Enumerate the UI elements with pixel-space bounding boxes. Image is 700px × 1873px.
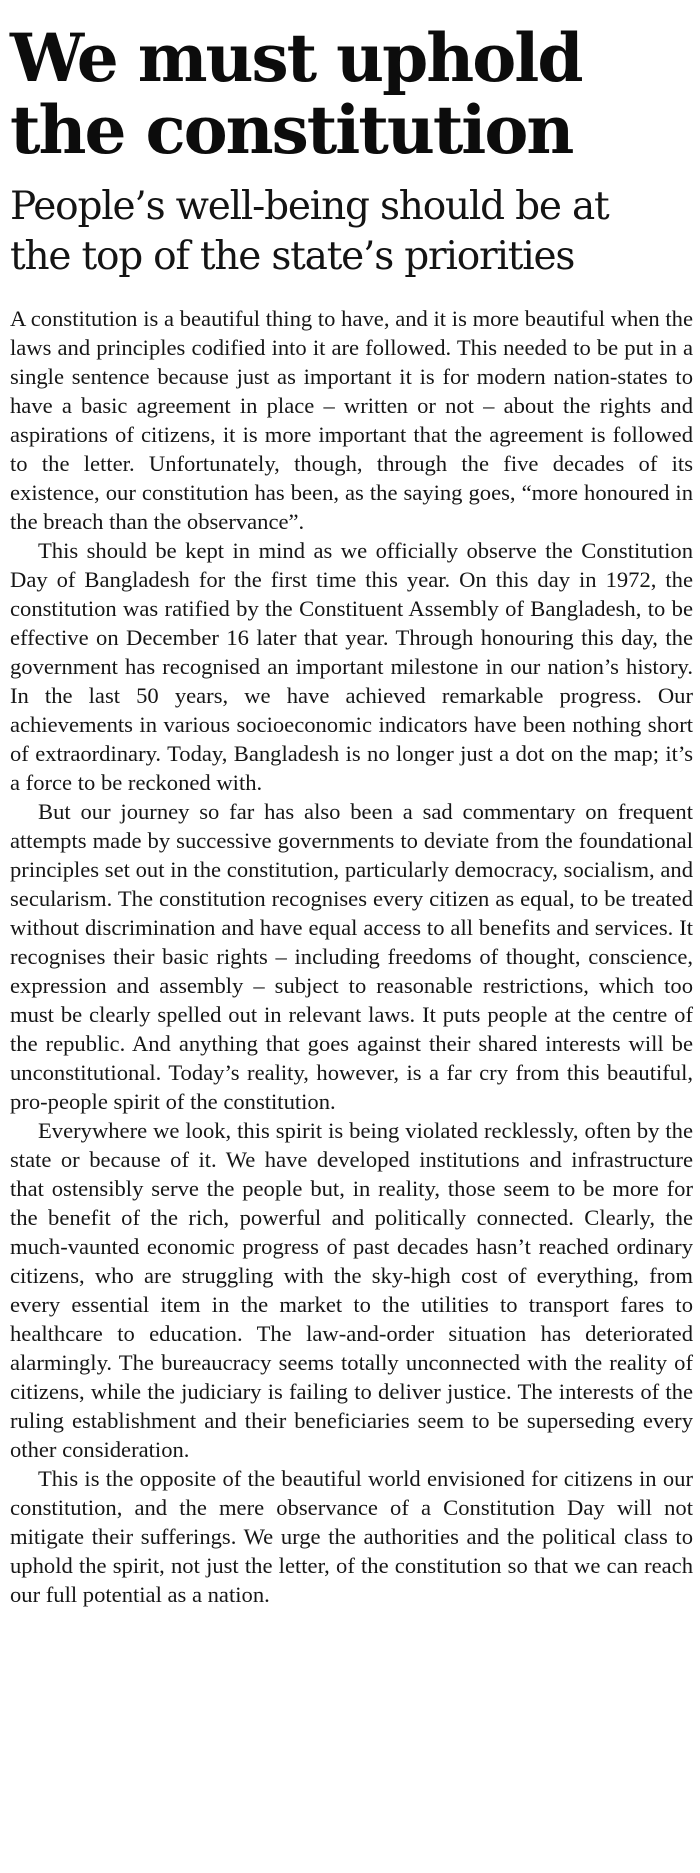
paragraph-5: This is the opposite of the beautiful world envisioned for citizens in our constitution, and the mere observance of a Constitution Day will not mitigate their sufferings. We urge the authorities and the political class to uphold the spirit, not just the letter, of the constitution so that we can reach our full potential as a nation.	[10, 1466, 693, 1607]
subheadline-line-1: People’s well-being should be at	[10, 184, 609, 229]
subheadline	[10, 182, 693, 282]
paragraph-1: A constitution is a beautiful thing to have, and it is more beautiful when the laws and principles codified into it are followed. This needed to be put in a single sentence because just as important it is for modern nation-states to have a basic agreement in place – written or not – about the rights and aspirations of citizens, it is more important that the agreement is followed to the letter. Unfortunately, though, through the five decades of its existence, our constitution has been, as the saying goes, “more honoured in the breach than the observance”.	[10, 306, 693, 534]
subheadline-line-2: the top of the state’s priorities	[10, 234, 575, 279]
headline	[10, 0, 693, 169]
headline-line-1: We must uphold	[10, 19, 582, 97]
editorial-article	[10, 0, 693, 1609]
paragraph-4: Everywhere we look, this spirit is being violated recklessly, often by the state or because of it. We have developed institutions and infrastructure that ostensibly serve the people but, in reality, those seem to be more for the benefit of the rich, powerful and politically connected. Clearly, the much-vaunted economic progress of past decades hasn’t reached ordinary citizens, who are struggling with the sky-high cost of everything, from every essential item in the market to the utilities to transport fares to healthcare to education. The law-and-order situation has deteriorated alarmingly. The bureaucracy seems totally unconnected with the reality of citizens, while the judiciary is failing to deliver justice. The interests of the ruling establishment and their beneficiaries seem to be superseding every other consideration.	[10, 1118, 693, 1462]
paragraph-3: But our journey so far has also been a sad commentary on frequent attempts made by successive governments to deviate from the foundational principles set out in the constitution, particularly democracy, socialism, and secularism. The constitution recognises every citizen as equal, to be treated without discrimination and have equal access to all benefits and services. It recognises their basic rights – including freedoms of thought, conscience, expression and assembly – subject to reasonable restrictions, which too must be clearly spelled out in relevant laws. It puts people at the centre of the republic. And anything that goes against their shared interests will be unconstitutional. Today’s reality, however, is a far cry from this beautiful, pro-people spirit of the constitution.	[10, 799, 693, 1114]
paragraph-2: This should be kept in mind as we officially observe the Constitution Day of Bangladesh for the first time this year. On this day in 1972, the constitution was ratified by the Constituent Assembly of Bangladesh, to be effective on December 16 later that year. Through honouring this day, the government has recognised an important milestone in our nation’s history. In the last 50 years, we have achieved remarkable progress. Our achievements in various socioeconomic indicators have been nothing short of extraordinary. Today, Bangladesh is no longer just a dot on the map; it’s a force to be reckoned with.	[10, 538, 693, 795]
headline-line-2: the constitution	[10, 91, 573, 169]
article-body	[10, 304, 693, 1609]
